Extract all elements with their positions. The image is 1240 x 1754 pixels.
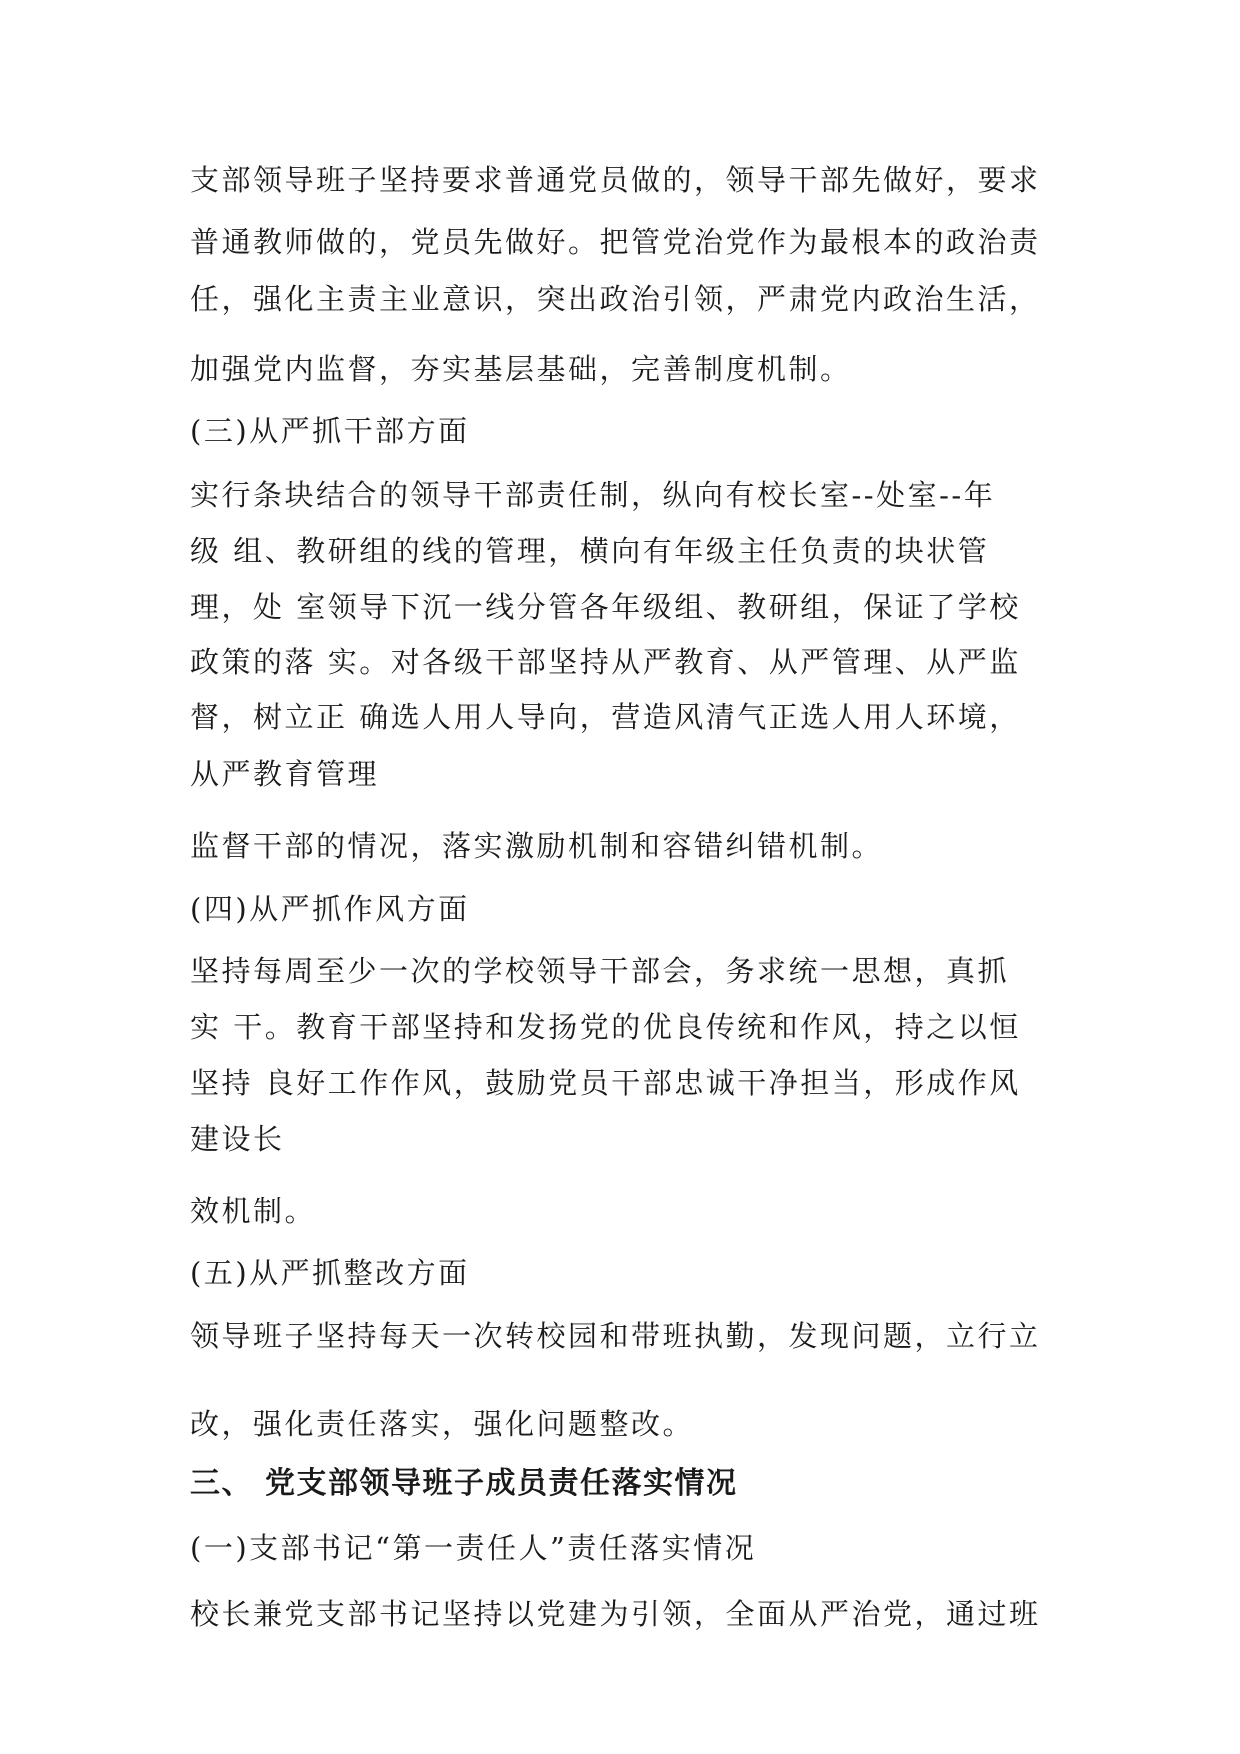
section-heading-cadres: (三)从严抓干部方面 [190, 414, 470, 448]
paragraph-line: 级 组、教研组的线的管理，横向有年级主任负责的块状管 [190, 534, 990, 568]
paragraph-line: 普通教师做的，党员先做好。把管党治党作为最根本的政治责 [190, 225, 1041, 259]
chapter-heading: 三、 党支部领导班子成员责任落实情况 [190, 1466, 738, 1501]
paragraph-line: 理，处 室领导下沉一线分管各年级组、教研组，保证了学校 [190, 590, 1021, 624]
paragraph-line: 效机制。 [190, 1194, 317, 1228]
paragraph-line: 加强党内监督，夯实基层基础，完善制度机制。 [190, 352, 852, 386]
paragraph-line: 任，强化主责主业意识，突出政治引领，严肃党内政治生活， [190, 282, 1041, 316]
section-heading-rectification: (五)从严抓整改方面 [190, 1256, 470, 1290]
paragraph-line: 建设长 [190, 1122, 285, 1156]
section-heading-style: (四)从严抓作风方面 [190, 892, 470, 926]
paragraph-line: 督，树立正 确选人用人导向，营造风清气正选人用人环境， [190, 700, 1021, 734]
paragraph-line: 领导班子坚持每天一次转校园和带班执勤，发现问题，立行立 [190, 1319, 1041, 1353]
paragraph-line: 监督干部的情况，落实激励机制和容错纠错机制。 [190, 829, 884, 863]
section-heading-secretary: (一)支部书记“第一责任人”责任落实情况 [190, 1531, 757, 1565]
paragraph-line: 政策的落 实。对各级干部坚持从严教育、从严管理、从严监 [190, 645, 1021, 679]
paragraph-line: 坚持 良好工作作风，鼓励党员干部忠诚干净担当，形成作风 [190, 1066, 1021, 1100]
paragraph-line: 实行条块结合的领导干部责任制，纵向有校长室--处室--年 [190, 478, 996, 512]
paragraph-line: 改，强化责任落实，强化问题整改。 [190, 1407, 695, 1441]
paragraph-line: 实 干。教育干部坚持和发扬党的优良传统和作风，持之以恒 [190, 1010, 1021, 1044]
paragraph-line: 校长兼党支部书记坚持以党建为引领，全面从严治党，通过班 [190, 1597, 1041, 1631]
paragraph-line: 坚持每周至少一次的学校领导干部会，务求统一思想，真抓 [190, 954, 1010, 988]
paragraph-line: 支部领导班子坚持要求普通党员做的，领导干部先做好，要求 [190, 163, 1041, 197]
paragraph-line: 从严教育管理 [190, 757, 380, 791]
